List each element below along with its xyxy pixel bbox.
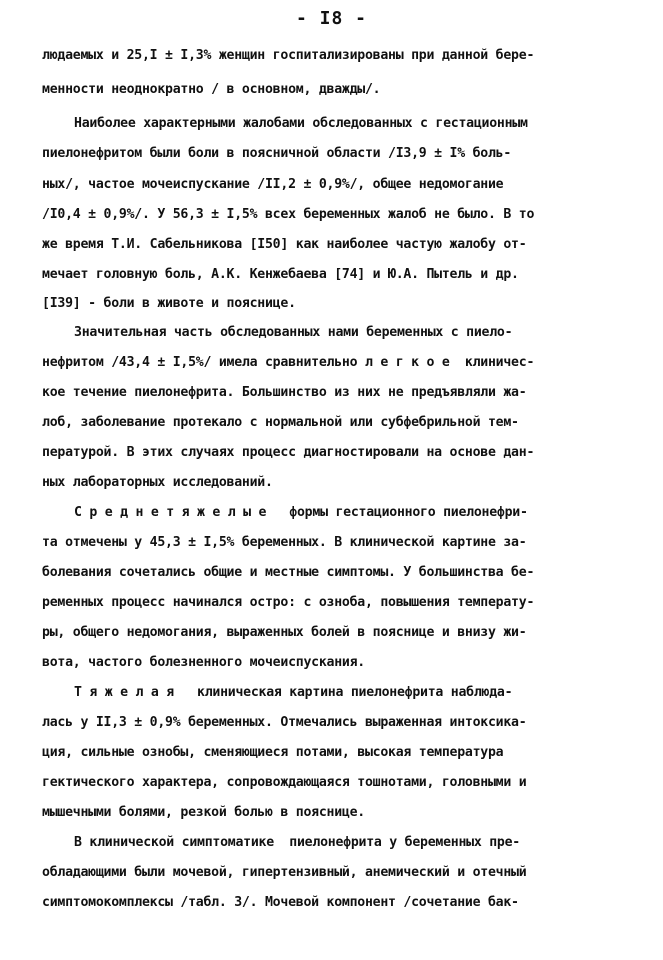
text-line: Наиболее характерными жалобами обследованных с гестационным: [74, 116, 528, 131]
text-line: ных/, частое мочеиспускание /II,2 ± 0,9%/, общее недомогание: [42, 177, 504, 192]
page-number: - I8 -: [295, 8, 368, 29]
text-line: С р е д н е т я ж е л ы е формы гестационного пиелонефри-: [74, 505, 528, 520]
text-line: кое течение пиелонефрита. Большинство из них не предъявляли жа-: [42, 385, 527, 400]
text-line: ция, сильные ознобы, сменяющиеся потами, высокая температура: [42, 745, 504, 760]
text-line: [I39] - боли в животе и пояснице.: [42, 296, 296, 311]
text-line: мечает головную боль, А.К. Кенжебаева [74] и Ю.А. Пытель и др.: [42, 267, 519, 282]
text-line: Значительная часть обследованных нами беременных с пиело-: [74, 325, 513, 340]
text-line: нефритом /43,4 ± I,5%/ имела сравнительно л е г к о е клиничес-: [42, 355, 535, 370]
text-line: пературой. В этих случаях процесс диагностировали на основе дан-: [42, 445, 535, 460]
text-line: вота, частого болезненного мочеиспускания.: [42, 655, 365, 670]
text-line: же время Т.И. Сабельникова [I50] как наиболее частую жалобу от-: [42, 237, 527, 252]
text-line: болевания сочетались общие и местные симптомы. У большинства бе-: [42, 565, 535, 580]
text-line: ных лабораторных исследований.: [42, 475, 273, 490]
text-line: гектического характера, сопровождающаяся тошнотами, головными и: [42, 775, 527, 790]
text-line: Т я ж е л а я клиническая картина пиелонефрита наблюда-: [74, 685, 513, 700]
text-line: людаемых и 25,I ± I,3% женщин госпитализированы при данной бере-: [42, 48, 535, 63]
text-line: менности неоднократно / в основном, дважды/.: [42, 82, 381, 97]
text-line: симптомокомплексы /табл. 3/. Мочевой компонент /сочетание бак-: [42, 895, 519, 910]
text-line: та отмечены у 45,3 ± I,5% беременных. В клинической картине за-: [42, 535, 527, 550]
text-line: ры, общего недомогания, выраженных болей в пояснице и внизу жи-: [42, 625, 527, 640]
text-line: лоб, заболевание протекало с нормальной или субфебрильной тем-: [42, 415, 519, 430]
text-line: ременных процесс начинался остро: с озноба, повышения температу-: [42, 595, 535, 610]
text-line: обладающими были мочевой, гипертензивный, анемический и отечный: [42, 865, 527, 880]
text-line: пиелонефритом были боли в поясничной области /I3,9 ± I% боль-: [42, 146, 512, 161]
text-line: /I0,4 ± 0,9%/. У 56,3 ± I,5% всех беременных жалоб не было. В то: [42, 207, 535, 222]
text-line: мышечными болями, резкой болью в пояснице.: [42, 805, 365, 820]
text-line: В клинической симптоматике пиелонефрита у беременных пре-: [74, 835, 520, 850]
text-line: лась у II,3 ± 0,9% беременных. Отмечались выраженная интоксика-: [42, 715, 527, 730]
